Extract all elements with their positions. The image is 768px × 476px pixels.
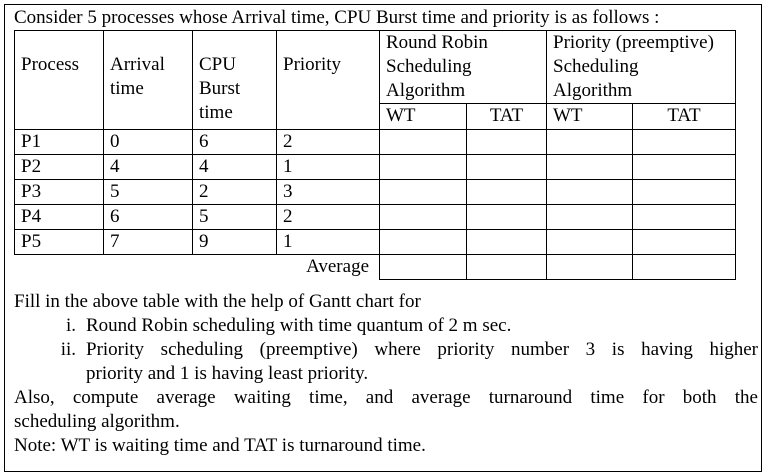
list-item-text: Priority scheduling (preemptive) where priority number 3 is having higher: [86, 339, 758, 360]
also-compute-text-continued: scheduling algorithm.: [14, 411, 180, 432]
cell-burst: 9: [193, 230, 277, 255]
table-row: [15, 130, 736, 155]
cell-pr-tat: [633, 180, 736, 205]
cell-process: P1: [15, 130, 104, 155]
cell-rr-wt: [380, 155, 467, 180]
table-row: [15, 180, 736, 205]
cell-rr-tat-average: [467, 255, 547, 280]
header-process: Process: [15, 31, 104, 130]
list-item: [14, 314, 758, 338]
header-rr-tat: TAT: [467, 104, 547, 130]
cell-arrival: 0: [104, 130, 193, 155]
header-burst: CPU Burst time: [193, 31, 277, 130]
cell-process: P2: [15, 155, 104, 180]
cell-arrival: 7: [104, 230, 193, 255]
instructions-lead: Fill in the above table with the help of Gantt chart for: [14, 291, 421, 312]
cell-pr-wt: [547, 155, 633, 180]
cell-rr-wt: [380, 230, 467, 255]
cell-arrival: 4: [104, 155, 193, 180]
cell-priority: 2: [277, 130, 380, 155]
cell-burst: 2: [193, 180, 277, 205]
cell-priority: 2: [277, 205, 380, 230]
cell-arrival: 5: [104, 180, 193, 205]
cell-process: P4: [15, 205, 104, 230]
cell-burst: 6: [193, 130, 277, 155]
cell-pr-wt: [547, 180, 633, 205]
cell-rr-wt-average: [380, 255, 467, 280]
header-arrival: Arrival time: [104, 31, 193, 130]
cell-rr-tat: [467, 205, 547, 230]
cell-rr-wt: [380, 205, 467, 230]
question-intro: Consider 5 processes whose Arrival time, CPU Burst time and priority is as follows :: [14, 7, 660, 28]
cell-priority: 1: [277, 230, 380, 255]
cell-process: P3: [15, 180, 104, 205]
cell-pr-wt: [547, 230, 633, 255]
average-label: Average: [15, 255, 380, 280]
cell-pr-wt: [547, 130, 633, 155]
list-item-text: Round Robin scheduling with time quantum of 2 m sec.: [86, 315, 512, 336]
note-text: Note: WT is waiting time and TAT is turnaround time.: [14, 435, 426, 456]
cell-pr-tat: [633, 205, 736, 230]
instructions: [14, 290, 758, 458]
cell-rr-tat: [467, 130, 547, 155]
cell-pr-tat-average: [633, 255, 736, 280]
process-table: [14, 30, 736, 280]
header-pr-wt: WT: [547, 104, 633, 130]
also-compute-text: Also, compute average waiting time, and average turnaround time for both the: [14, 387, 758, 408]
cell-pr-wt-average: [547, 255, 633, 280]
cell-pr-wt: [547, 205, 633, 230]
cell-arrival: 6: [104, 205, 193, 230]
cell-process: P5: [15, 230, 104, 255]
cell-pr-tat: [633, 130, 736, 155]
header-round-robin: Round Robin Scheduling Algorithm: [380, 31, 547, 104]
list-item-number: i.: [65, 315, 76, 336]
table-row: [15, 230, 736, 255]
list-item: [14, 338, 758, 386]
cell-pr-tat: [633, 155, 736, 180]
table-row: [15, 155, 736, 180]
table-row: [15, 205, 736, 230]
cell-rr-tat: [467, 180, 547, 205]
header-priority-preemptive: Priority (preemptive) Scheduling Algorithm: [547, 31, 736, 104]
cell-rr-wt: [380, 180, 467, 205]
list-item-number: ii.: [60, 339, 76, 360]
cell-rr-tat: [467, 155, 547, 180]
header-pr-tat: TAT: [633, 104, 736, 130]
cell-pr-tat: [633, 230, 736, 255]
cell-burst: 5: [193, 205, 277, 230]
header-priority: Priority: [277, 31, 380, 130]
cell-priority: 3: [277, 180, 380, 205]
cell-rr-tat: [467, 230, 547, 255]
cell-burst: 4: [193, 155, 277, 180]
cell-rr-wt: [380, 130, 467, 155]
cell-priority: 1: [277, 155, 380, 180]
header-rr-wt: WT: [380, 104, 467, 130]
list-item-text-continued: priority and 1 is having least priority.: [86, 363, 369, 384]
average-row: [15, 255, 736, 280]
